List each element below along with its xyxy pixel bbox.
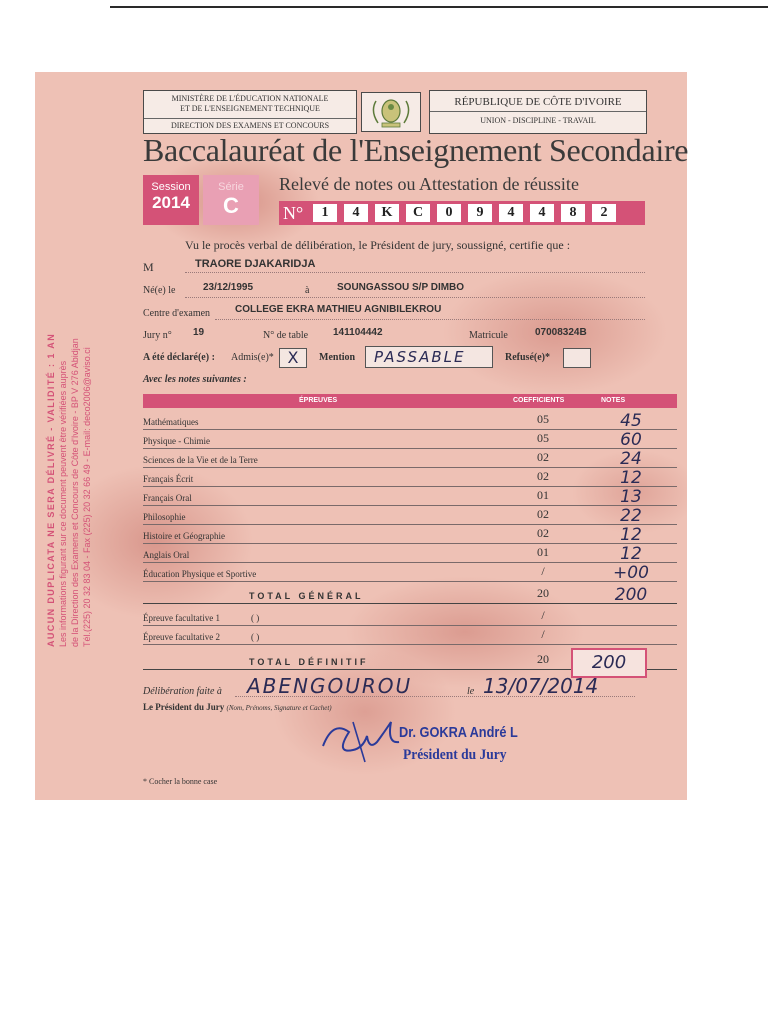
note: 22 xyxy=(620,506,642,526)
table-number-label: N° de table xyxy=(263,330,309,341)
optional-subject: Épreuve facultative 1 xyxy=(143,613,220,623)
document-title: Baccalauréat de l'Enseignement Secondaire xyxy=(143,132,689,168)
serie-label: Série xyxy=(218,181,244,193)
coefficient: / xyxy=(541,564,545,578)
contact-info: Tél.(225) 20 32 83 04 - Fax (225) 20 32 66 49 - E-mail: deco2006@aviso.ci xyxy=(82,347,92,647)
mention-label: Mention xyxy=(319,352,356,363)
coat-of-arms-icon xyxy=(361,92,421,132)
deliberation-date: 13/07/2014 xyxy=(483,674,599,698)
coefficient: 02 xyxy=(537,526,549,540)
number-label: N° xyxy=(283,202,304,223)
serie-value: C xyxy=(223,193,239,218)
table-row xyxy=(143,486,677,506)
footnote: * Cocher la bonne case xyxy=(143,777,218,786)
birth-place-label: à xyxy=(305,285,310,296)
subject-name: Anglais Oral xyxy=(143,550,190,560)
optional-subject: Épreuve facultative 2 xyxy=(143,632,220,642)
birth-line xyxy=(185,297,645,298)
coefficient: / xyxy=(541,608,545,622)
table-row xyxy=(143,429,677,449)
side-notice xyxy=(45,333,93,647)
note: 12 xyxy=(620,468,642,488)
declared-label: A été déclaré(e) : xyxy=(143,352,215,363)
number-digit: 0 xyxy=(437,204,461,222)
total-coefficient: 20 xyxy=(537,586,549,600)
title-label: M xyxy=(143,260,154,274)
refuse-label: Refusé(e)* xyxy=(505,352,550,363)
total-definitif-label: TOTAL DÉFINITIF xyxy=(249,657,369,667)
birth-date-label: Né(e) le xyxy=(143,285,176,296)
matricule: 07008324B xyxy=(535,327,587,338)
note: 45 xyxy=(620,411,642,431)
ministry-box xyxy=(143,90,357,134)
table-row xyxy=(143,448,677,468)
total-general-row xyxy=(143,584,677,604)
deliberation-label: Délibération faite à xyxy=(143,686,222,697)
mention-value: PASSABLE xyxy=(374,348,466,366)
no-duplicate-notice: AUCUN DUPLICATA NE SERA DÉLIVRÉ - VALIDITÉ : 1 AN xyxy=(46,332,56,647)
coefficient: 05 xyxy=(537,431,549,445)
president-label xyxy=(143,702,332,712)
coefficient: 02 xyxy=(537,507,549,521)
note: 13 xyxy=(620,487,642,507)
session-badge xyxy=(143,175,199,225)
president-instructions: (Nom, Prénoms, Signature et Cachet) xyxy=(226,704,332,712)
mention-box xyxy=(365,346,493,368)
subject-name: Sciences de la Vie et de la Terre xyxy=(143,455,258,465)
president-signature xyxy=(319,712,409,768)
certificate-number xyxy=(279,201,645,225)
table-row xyxy=(143,524,677,544)
table-row xyxy=(143,505,677,525)
number-digit: 4 xyxy=(344,204,368,222)
birth-place: SOUNGASSOU S/P DIMBO xyxy=(337,282,465,293)
optional-row xyxy=(143,606,677,626)
certification-statement: Vu le procès verbal de délibération, le Président de jury, soussigné, certifie que : xyxy=(185,238,571,252)
republic-name: RÉPUBLIQUE DE CÔTE D'IVOIRE xyxy=(454,96,622,108)
exam-centre: COLLEGE EKRA MATHIEU AGNIBILEKROU xyxy=(235,304,442,315)
deliberation-line xyxy=(235,696,635,697)
session-label: Session xyxy=(151,181,191,193)
session-value: 2014 xyxy=(152,193,190,212)
number-digit: 8 xyxy=(561,204,585,222)
deliberation-place: ABENGOUROU xyxy=(247,674,413,698)
grades-table-header xyxy=(143,394,677,408)
serie-badge xyxy=(203,175,259,225)
transcript-document xyxy=(35,72,687,800)
final-coefficient: 20 xyxy=(537,652,549,666)
notes-intro: Avec les notes suivantes : xyxy=(143,374,247,385)
direction-line: DIRECTION DES EXAMENS ET CONCOURS xyxy=(144,118,356,131)
table-row xyxy=(143,562,677,582)
republic-box xyxy=(429,90,647,134)
table-row xyxy=(143,543,677,563)
subject-name: Histoire et Géographie xyxy=(143,531,225,541)
optional-blank: ( ) xyxy=(251,613,260,623)
president-label-text: Le Président du Jury xyxy=(143,702,225,712)
total-general-note: 200 xyxy=(614,585,648,605)
number-digit: K xyxy=(375,204,399,222)
jury-label: Jury n° xyxy=(143,330,172,341)
verification-notice: Les informations figurant sur ce document peuvent être vérifiées auprès xyxy=(58,360,68,647)
matricule-label: Matricule xyxy=(469,330,508,341)
candidate-name: TRAORE DJAKARIDJA xyxy=(195,258,316,270)
centre-label: Centre d'examen xyxy=(143,308,211,319)
admis-check-mark: X xyxy=(287,348,299,367)
coefficient: 01 xyxy=(537,488,549,502)
subject-name: Français Oral xyxy=(143,493,192,503)
subject-name: Éducation Physique et Sportive xyxy=(143,569,257,579)
verification-address: de la Direction des Examens et Concours de Côte d'Ivoire - BP V 276 Abidjan xyxy=(70,338,80,647)
jury-number: 19 xyxy=(193,327,205,338)
coefficient: 05 xyxy=(537,412,549,426)
optional-blank: ( ) xyxy=(251,632,260,642)
number-digit: 4 xyxy=(530,204,554,222)
document-subtitle: Relevé de notes ou Attestation de réussite xyxy=(279,174,579,194)
coefficient-header: COEFFICIENTS xyxy=(513,397,565,404)
note: 12 xyxy=(620,544,642,564)
motto: UNION - DISCIPLINE - TRAVAIL xyxy=(430,111,646,128)
number-digit: 4 xyxy=(499,204,523,222)
table-row xyxy=(143,410,677,430)
admis-label: Admis(e)* xyxy=(231,352,274,363)
coefficient: 01 xyxy=(537,545,549,559)
table-number: 141104442 xyxy=(333,327,383,338)
refuse-checkbox xyxy=(563,348,591,368)
total-general-label: TOTAL GÉNÉRAL xyxy=(249,591,364,601)
admis-checkbox xyxy=(279,348,307,368)
ministry-line: MINISTÈRE DE L'ÉDUCATION NATIONALE xyxy=(171,94,329,103)
subject-name: Physique - Chimie xyxy=(143,436,210,446)
number-digit: 2 xyxy=(592,204,616,222)
subject-name: Français Écrit xyxy=(143,474,194,484)
subject-name: Philosophie xyxy=(143,512,186,522)
note: 60 xyxy=(620,430,642,450)
optional-row xyxy=(143,625,677,645)
subject-name: Mathématiques xyxy=(143,417,199,427)
notes-header: NOTES xyxy=(601,397,626,404)
note: 12 xyxy=(620,525,642,545)
note: 24 xyxy=(620,449,642,469)
number-digit: 9 xyxy=(468,204,492,222)
deliberation-date-label: le xyxy=(467,686,475,697)
coefficient: 02 xyxy=(537,469,549,483)
number-digit: C xyxy=(406,204,430,222)
final-total-note: 200 xyxy=(591,652,627,673)
stamp-name: Dr. GOKRA André L xyxy=(399,724,518,741)
stamp-title: Président du Jury xyxy=(403,747,507,763)
ministry-line: ET DE L'ENSEIGNEMENT TECHNIQUE xyxy=(180,104,320,113)
number-digit: 1 xyxy=(313,204,337,222)
table-row xyxy=(143,467,677,487)
coefficient: / xyxy=(541,627,545,641)
birth-date: 23/12/1995 xyxy=(203,282,254,293)
coefficient: 02 xyxy=(537,450,549,464)
name-line xyxy=(185,272,645,273)
subject-header: ÉPREUVES xyxy=(299,397,338,404)
scan-top-edge xyxy=(110,6,768,8)
centre-line xyxy=(215,319,645,320)
note: +00 xyxy=(613,563,649,583)
